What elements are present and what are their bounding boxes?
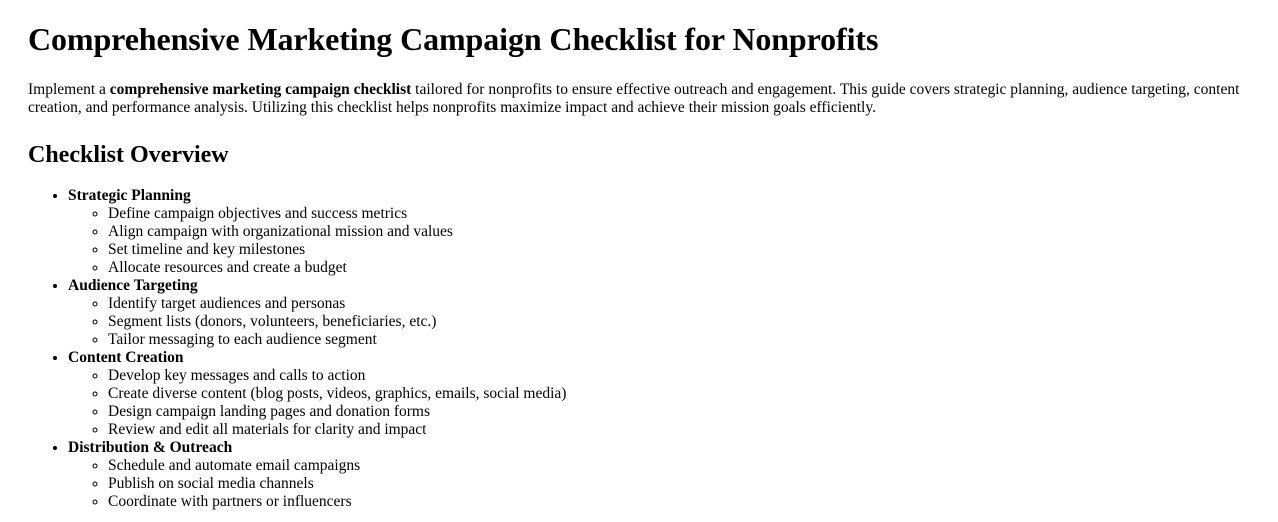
intro-paragraph [28,81,1250,117]
checklist-item: ◦ Develop key messages and calls to action [108,367,1250,385]
checklist-item: ◦ Coordinate with partners or influencers [108,493,1250,511]
page-title: Comprehensive Marketing Campaign Checklist for Nonprofits [28,21,879,57]
checklist-group-label: Distribution & Outreach [68,438,233,456]
intro-rest-text: tailored for nonprofits to ensure effective outreach and engagement. This guide covers strategic planning, audience targeting, content creation, and performance analysis. Utilizing this checklist helps nonprofits maximize impact and achieve their mission goals efficiently. [28,81,1240,117]
checklist-group-label: Content Creation [68,348,184,366]
checklist-group-label: Audience Targeting [68,276,198,294]
checklist-item: ◦ Review and edit all materials for clarity and impact [108,421,1250,439]
checklist-item: ◦ Design campaign landing pages and donation forms [108,403,1250,421]
checklist-item: ◦ Align campaign with organizational mission and values [108,223,1250,241]
checklist-item: ◦ Create diverse content (blog posts, videos, graphics, emails, social media) [108,385,1250,403]
checklist-item: ◦ Allocate resources and create a budget [108,259,1250,277]
intro-emphasis-text: comprehensive marketing campaign checklist [109,81,412,99]
checklist-item: ◦ Schedule and automate email campaigns [108,457,1250,475]
checklist-group-label: Strategic Planning [68,186,191,204]
checklist-item: ◦ Tailor messaging to each audience segment [108,331,1250,349]
checklist-item: ◦ Segment lists (donors, volunteers, beneficiaries, etc.) [108,313,1250,331]
document-page [0,21,1278,511]
checklist-group [68,439,1250,511]
checklist-item: ◦ Publish on social media channels [108,475,1250,493]
checklist-sublist [68,205,1250,277]
checklist-item: ◦ Define campaign objectives and success metrics [108,205,1250,223]
checklist-sublist [68,457,1250,511]
checklist-group [68,277,1250,349]
checklist-sublist [68,295,1250,349]
checklist-group [68,349,1250,439]
checklist-item: ◦ Identify target audiences and personas [108,295,1250,313]
intro-lead-text: Implement a [28,81,110,99]
checklist-outline [28,187,1250,511]
section-heading-checklist-overview: Checklist Overview [28,142,229,169]
checklist-item: ◦ Set timeline and key milestones [108,241,1250,259]
checklist-group [68,187,1250,277]
checklist-sublist [68,367,1250,439]
